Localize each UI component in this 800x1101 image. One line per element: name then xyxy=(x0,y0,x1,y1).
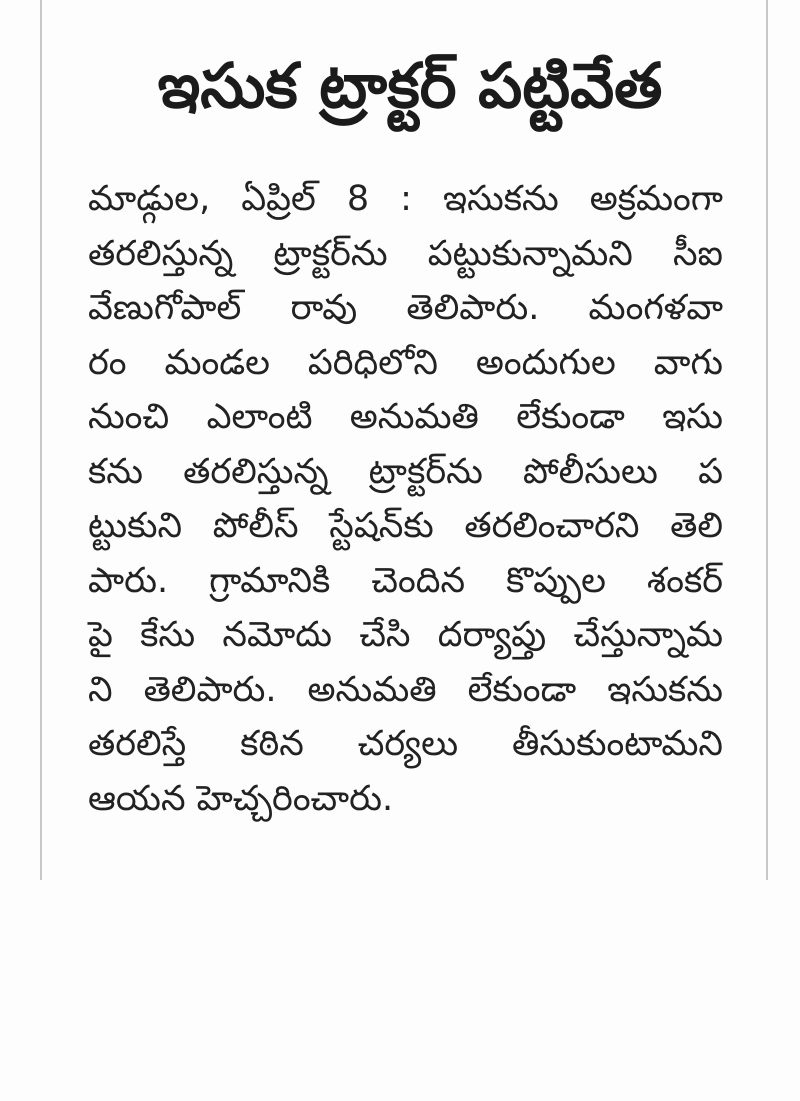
body-line-12: ఆయన హెచ్చరించారు. xyxy=(88,778,394,819)
body-line-10: ని తెలిపారు. అనుమతి లేకుండా ఇసుకను xyxy=(88,669,723,710)
body-line-8: పారు. గ్రామానికి చెందిన కొప్పుల శంకర్ xyxy=(88,560,723,601)
column-rule-left xyxy=(40,0,42,880)
body-line-6: కను తరలిస్తున్న ట్రాక్టర్‌ను పోలీసులు ప xyxy=(88,451,723,492)
body-line-7: ట్టుకుని పోలీస్ స్టేషన్‌కు తరలించారని తెలి xyxy=(88,506,723,546)
body-line-9: పై కేసు నమోదు చేసి దర్యాప్తు చేస్తున్నామ xyxy=(88,615,723,655)
body-line-4: రం మండల పరిధిలోని అందుగుల వాగు xyxy=(88,342,723,383)
column-rule-right xyxy=(766,0,768,880)
article-body xyxy=(88,172,723,826)
article-headline: ఇసుక ట్రాక్టర్ పట్టివేత xyxy=(157,49,663,122)
body-line-5: నుంచి ఎలాంటి అనుమతి లేకుండా ఇసు xyxy=(88,397,723,437)
body-line-3: వేణుగోపాల్ రావు తెలిపారు. మంగళవా xyxy=(88,288,723,328)
body-line-11: తరలిస్తే కఠిన చర్యలు తీసుకుంటామని xyxy=(88,724,723,764)
body-line-1: మాడ్గుల, ఏప్రిల్ 8 : ఇసుకను అక్రమంగా xyxy=(88,179,723,219)
body-line-2: తరలిస్తున్న ట్రాక్టర్‌ను పట్టుకున్నామని సీఐ xyxy=(88,233,723,274)
